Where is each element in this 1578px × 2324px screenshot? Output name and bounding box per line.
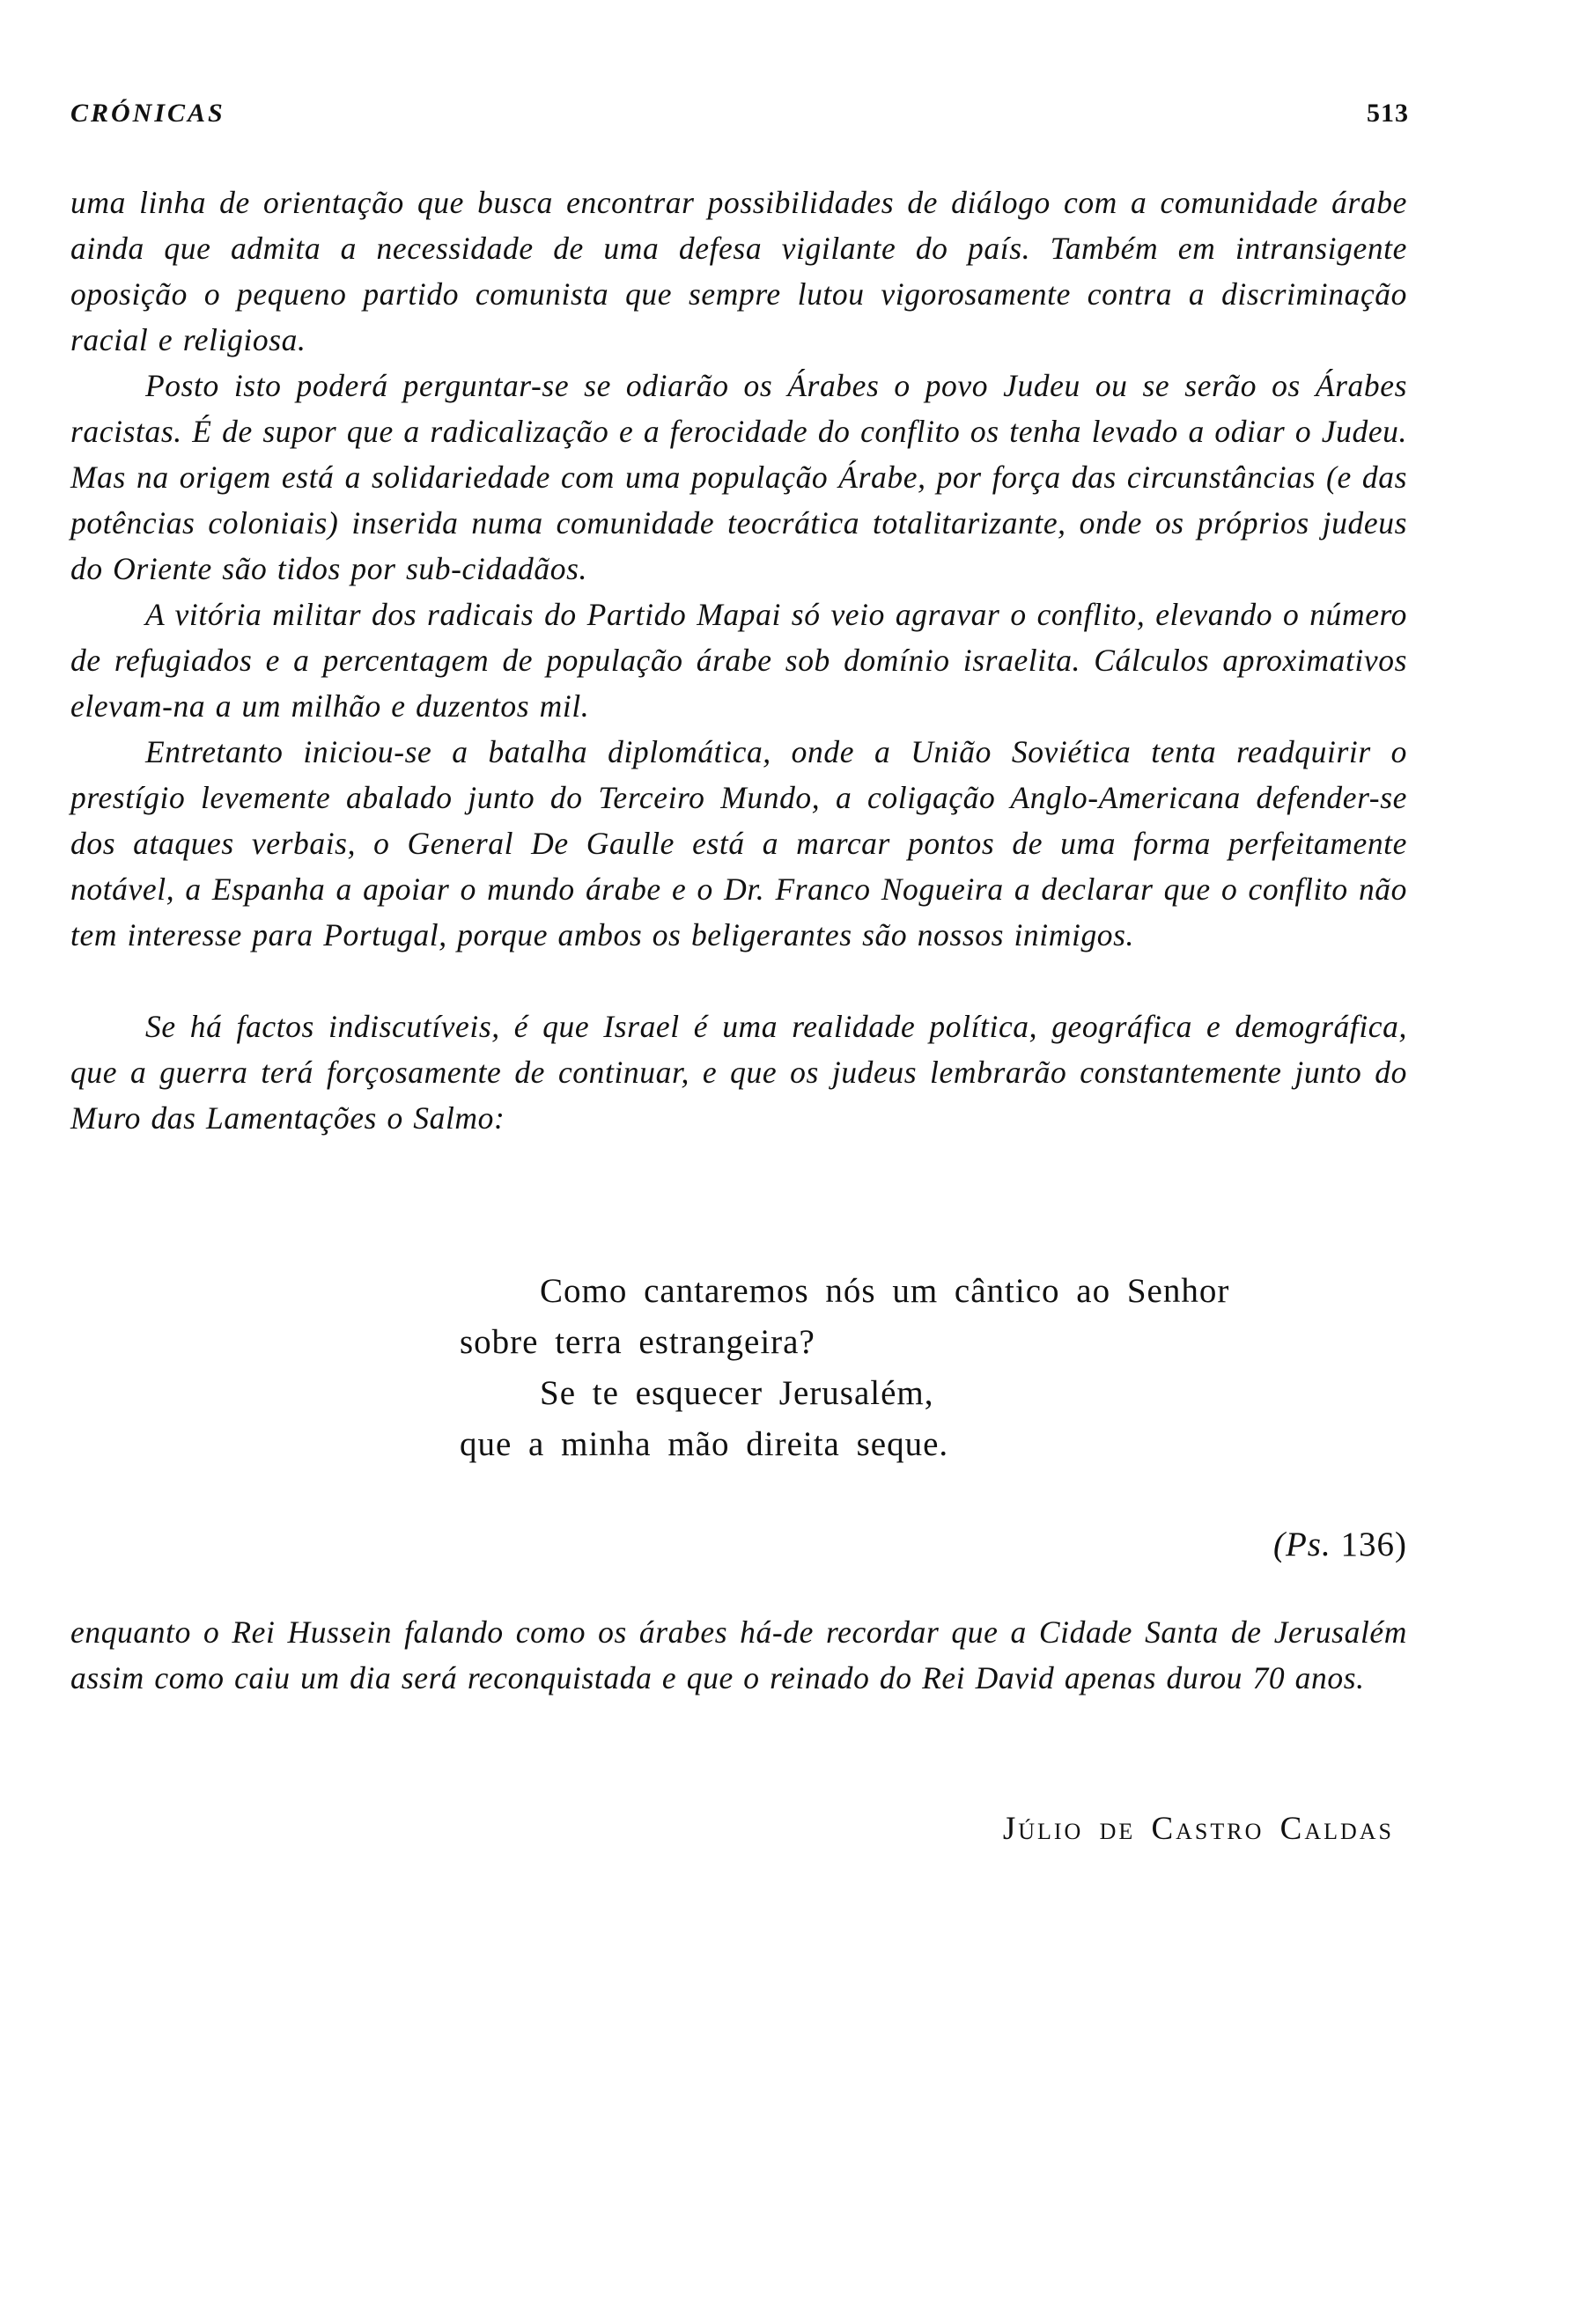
closing-section bbox=[70, 1609, 1407, 1701]
paragraph: Entretanto iniciou-se a batalha diplomática, onde a União Soviética tenta readquirir o prestígio levemente abalado junto do Terceiro Mundo, a coligação Anglo-Americana defender-se dos ataques verbais, o General De Gaulle está a marcar pontos de uma forma perfeitamente notável, a Espanha a apoiar o mundo árabe e o Dr. Franco Nogueira a declarar que o conflito não tem interesse para Portugal, porque ambos os beligerantes são nossos inimigos. bbox=[70, 734, 1407, 952]
running-header bbox=[70, 99, 1407, 134]
citation-abbrev: (Ps. bbox=[1273, 1526, 1331, 1563]
article-body bbox=[70, 180, 1407, 1141]
poem-line: que a minha mão direita seque. bbox=[460, 1425, 949, 1463]
author-signature: Júlio de Castro Caldas bbox=[1002, 1811, 1394, 1847]
section-title: CRÓNICAS bbox=[70, 99, 225, 128]
page-number: 513 bbox=[1367, 99, 1409, 128]
poem-line: Se te esquecer Jerusalém, bbox=[540, 1374, 934, 1412]
paragraph: Posto isto poderá perguntar-se se odiarão os Árabes o povo Judeu ou se serão os Árabes racistas. É de supor que a radicalização e a ferocidade do conflito os tenha levado a odiar o Judeu. Mas na origem está a solidariedade com uma população Árabe, por força das circunstâncias (e das potências coloniais) inserida numa comunidade teocrática totalitarizante, onde os próprios judeus do Oriente são tidos por sub-cidadãos. bbox=[70, 368, 1407, 586]
paragraph: Se há factos indiscutíveis, é que Israel é uma realidade política, geográfica e demográfica, que a guerra terá forçosamente de continuar, e que os judeus lembrarão constantemente junto do Muro das Lamentações o Salmo: bbox=[70, 1009, 1407, 1136]
paragraph-continued: uma linha de orientação que busca encontrar possibilidades de diálogo com a comunidade árabe ainda que admita a necessidade de uma defesa vigilante do país. Também em intransigente oposição o pequeno partido comunista que sempre lutou vigorosamente contra a discriminação racial e religiosa. bbox=[70, 185, 1407, 357]
closing-paragraph: enquanto o Rei Hussein falando como os árabes há-de recordar que a Cidade Santa de Jerusalém assim como caiu um dia será reconquistada e que o reinado do Rei David apenas durou 70 anos. bbox=[70, 1614, 1407, 1695]
psalm-quotation bbox=[460, 1266, 1411, 1470]
paragraph: A vitória militar dos radicais do Partido Mapai só veio agravar o conflito, elevando o número de refugiados e a percentagem de população árabe sob domínio israelita. Cálculos aproximativos elevam-na a um milhão e duzentos mil. bbox=[70, 597, 1407, 724]
poem-line: Como cantaremos nós um cântico ao Senhor bbox=[540, 1272, 1230, 1310]
citation-number: 136) bbox=[1340, 1526, 1407, 1563]
psalm-citation bbox=[1273, 1525, 1407, 1564]
poem-line: sobre terra estrangeira? bbox=[460, 1323, 815, 1361]
